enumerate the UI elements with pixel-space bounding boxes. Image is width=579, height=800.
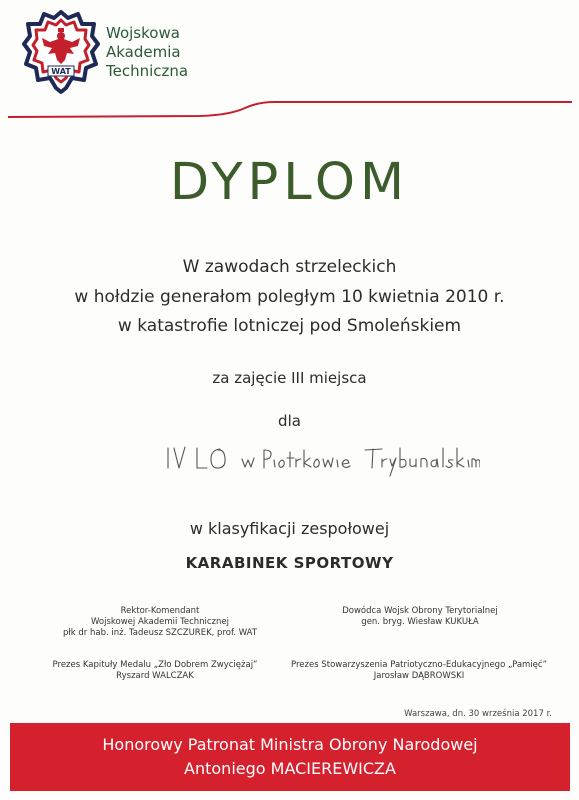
header-rule	[0, 96, 579, 120]
recipient-handwritten	[160, 438, 480, 478]
signatory-wot-commander	[285, 606, 555, 628]
signatory-name: Jarosław DĄBROWSKI	[373, 671, 465, 681]
classification-text: w klasyfikacji zespołowej	[189, 519, 390, 538]
competition-line2: w hołdzie generałom poległym 10 kwietnia 2010 r.	[74, 287, 505, 307]
signatory-role: Prezes Kapituły Medalu „Zło Dobrem Zwyciężaj”	[52, 660, 258, 670]
date-place: Warszawa, dn. 30 września 2017 r.	[404, 709, 552, 719]
diploma-title: DYPLOM	[169, 153, 410, 212]
signatory-name: gen. bryg. Wiesław KUKUŁA	[361, 617, 479, 627]
banner-line2: Antoniego MACIEREWICZA	[184, 759, 396, 778]
patronage-banner	[10, 723, 570, 791]
for-word: dla	[278, 412, 301, 430]
signatory-rector	[25, 606, 295, 639]
signatory-role: Dowódca Wojsk Obrony Terytorialnej	[342, 606, 498, 616]
signatory-role: Rektor-Komendant	[120, 606, 200, 616]
signatory-medal-chapter	[20, 660, 290, 682]
competition-line3: w katastrofie lotniczej pod Smoleńskiem	[117, 316, 462, 336]
wat-logo	[22, 8, 100, 98]
signatory-association	[284, 660, 554, 682]
signatory-name: Ryszard WALCZAK	[116, 671, 194, 681]
institution-line3: Techniczna	[106, 62, 189, 80]
signatory-org: Wojskowej Akademii Technicznej	[91, 617, 229, 627]
signatory-name: płk dr hab. inż. Tadeusz SZCZUREK, prof. WAT	[62, 628, 258, 638]
institution-name	[106, 24, 188, 81]
institution-line2: Akademia	[106, 43, 181, 61]
logo-text: WAT	[51, 67, 71, 76]
signatory-role: Prezes Stowarzyszenia Patriotyczno-Edukacyjnego „Pamięć”	[291, 660, 547, 670]
banner-line1: Honorowy Patronat Ministra Obrony Narodowej	[102, 735, 478, 754]
place-text: za zajęcie III miejsca	[212, 369, 367, 387]
institution-line1: Wojskowa	[106, 24, 180, 42]
competition-line1: W zawodach strzeleckich	[182, 257, 397, 277]
discipline-text: KARABINEK SPORTOWY	[185, 554, 394, 572]
